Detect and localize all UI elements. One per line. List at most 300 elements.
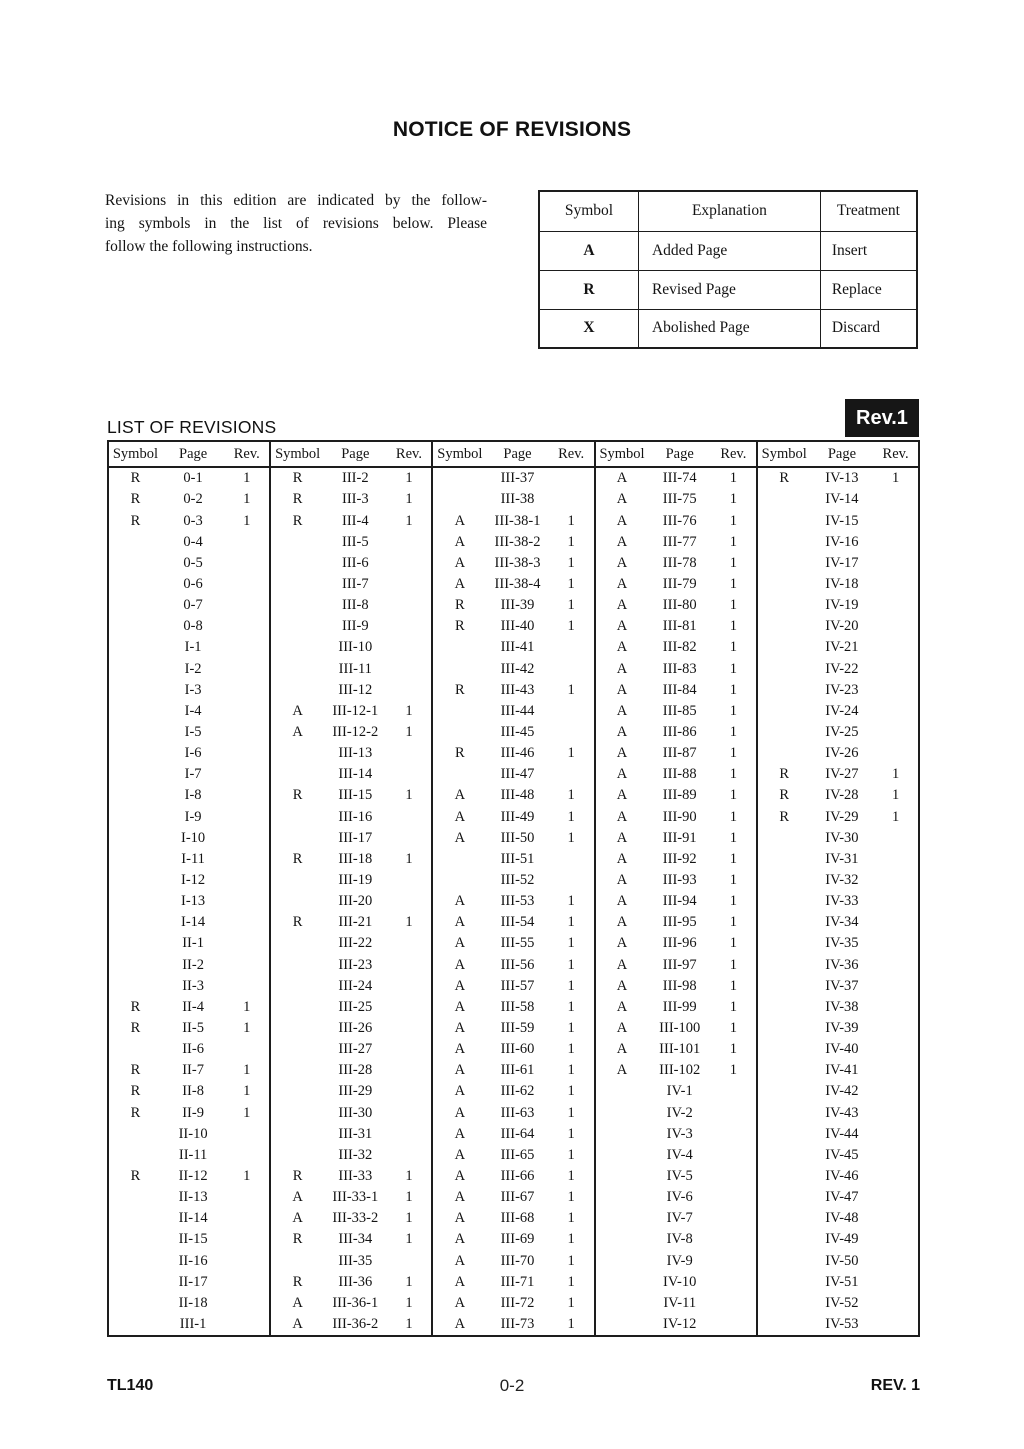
page-cell: IV-32 <box>825 871 859 888</box>
page-cell: IV-15 <box>825 512 859 529</box>
page-cell: III-36-1 <box>332 1294 379 1311</box>
revision-row <box>109 1229 269 1250</box>
page-cell: IV-35 <box>825 935 859 952</box>
page-cell: 0-4 <box>183 533 203 550</box>
rev-column-header: Rev. <box>558 445 585 462</box>
page-cell: I-8 <box>184 787 202 804</box>
rev-cell: 1 <box>891 470 900 487</box>
rev-cell: 1 <box>891 766 900 783</box>
revision-row <box>271 785 431 806</box>
page-cell: III-59 <box>500 1019 535 1036</box>
page-cell: IV-48 <box>825 1210 859 1227</box>
revision-row <box>596 1145 756 1166</box>
rev-cell: 1 <box>243 1062 251 1079</box>
page-cell: 0-7 <box>183 597 203 614</box>
revision-row <box>758 679 918 700</box>
revision-row <box>109 701 269 722</box>
revision-row <box>758 870 918 891</box>
rev-cell: 1 <box>567 1273 575 1290</box>
page-cell: III-95 <box>662 914 697 931</box>
revisions-group-header <box>433 442 593 468</box>
page-cell: IV-40 <box>825 1041 859 1058</box>
page-cell: II-17 <box>178 1273 208 1290</box>
treatment-cell: Discard <box>820 309 917 348</box>
revision-row <box>596 954 756 975</box>
revision-row <box>596 489 756 510</box>
revisions-group-4 <box>594 442 756 1335</box>
page-cell: I-9 <box>184 808 202 825</box>
page-cell: IV-21 <box>825 639 859 656</box>
rev-cell: 1 <box>729 787 737 804</box>
page-cell: III-14 <box>338 766 373 783</box>
treatment-cell: Insert <box>820 231 917 270</box>
revision-row <box>596 616 756 637</box>
rev-cell: 1 <box>567 533 575 550</box>
revision-row <box>271 1123 431 1144</box>
revision-row <box>433 701 593 722</box>
page-cell: III-102 <box>659 1062 701 1079</box>
revision-row <box>109 827 269 848</box>
rev-cell: 1 <box>891 808 900 825</box>
page-cell: 0-5 <box>183 554 203 571</box>
revision-row <box>271 975 431 996</box>
page-cell: III-25 <box>338 998 373 1015</box>
page-cell: II-8 <box>182 1083 204 1100</box>
revision-row <box>758 1102 918 1123</box>
symbol-cell: A <box>454 1210 466 1227</box>
page-cell: III-64 <box>500 1125 535 1142</box>
revision-row <box>433 616 593 637</box>
symbol-cell: A <box>454 1062 466 1079</box>
rev-cell: 1 <box>567 554 575 571</box>
page-cell: III-18 <box>338 850 373 867</box>
page-cell: 0-2 <box>183 491 203 508</box>
intro-line: Revisions in this edition are indicated by the follow- <box>105 192 487 209</box>
page-cell: III-9 <box>342 618 369 635</box>
revision-row <box>596 806 756 827</box>
rev-cell: 1 <box>567 1125 575 1142</box>
page-cell: III-78 <box>662 554 697 571</box>
rev-cell: 1 <box>567 998 575 1015</box>
symbol-cell: A <box>454 1146 466 1163</box>
symbol-legend-row <box>539 309 917 348</box>
rev-cell: 1 <box>729 745 737 762</box>
symbol-cell: A <box>454 1104 466 1121</box>
revision-row <box>758 912 918 933</box>
revision-row <box>433 743 593 764</box>
page-cell: I-13 <box>181 893 206 910</box>
revision-row <box>758 1208 918 1229</box>
page-cell: 0-8 <box>183 618 203 635</box>
revision-row <box>433 1145 593 1166</box>
revision-row <box>596 1081 756 1102</box>
symbol-cell: A <box>616 470 628 487</box>
rev-cell: 1 <box>405 491 413 508</box>
revision-row <box>758 975 918 996</box>
treatment-column-header: Treatment <box>820 191 917 231</box>
page-cell: II-15 <box>178 1231 208 1248</box>
page-cell: III-24 <box>338 977 373 994</box>
page-cell: I-2 <box>184 660 202 677</box>
page-cell: III-15 <box>338 787 373 804</box>
page-cell: III-29 <box>338 1083 373 1100</box>
page-cell: IV-14 <box>825 491 859 508</box>
intro-line: follow the following instructions. <box>105 238 313 255</box>
revision-row <box>109 891 269 912</box>
revision-row <box>271 510 431 531</box>
page-cell: IV-8 <box>666 1231 693 1248</box>
revision-row <box>109 764 269 785</box>
page-cell: III-62 <box>500 1083 535 1100</box>
rev-cell: 1 <box>729 660 737 677</box>
symbol-column-header: Symbol <box>437 445 483 462</box>
symbol-column-header: Symbol <box>112 445 158 462</box>
page-cell: III-26 <box>338 1019 373 1036</box>
revision-row <box>596 510 756 531</box>
page-cell: II-11 <box>178 1146 208 1163</box>
page-cell: III-4 <box>342 512 369 529</box>
rev-cell: 1 <box>729 956 737 973</box>
rev-cell: 1 <box>405 787 413 804</box>
revisions-group-header <box>758 442 918 468</box>
symbol-cell: A <box>539 231 638 270</box>
revision-row <box>596 1229 756 1250</box>
revision-row <box>758 954 918 975</box>
rev-cell: 1 <box>567 1083 575 1100</box>
rev-cell: 1 <box>243 1104 251 1121</box>
revision-row <box>758 997 918 1018</box>
revision-row <box>271 1271 431 1292</box>
page-cell: IV-41 <box>825 1062 859 1079</box>
revision-row <box>596 764 756 785</box>
revision-row <box>596 1102 756 1123</box>
rev-cell: 1 <box>729 914 737 931</box>
page-cell: III-47 <box>500 766 535 783</box>
symbol-cell: A <box>616 491 628 508</box>
rev-cell: 1 <box>567 787 575 804</box>
page-cell: III-63 <box>500 1104 535 1121</box>
page-cell: IV-47 <box>825 1189 859 1206</box>
page-cell: III-44 <box>500 702 535 719</box>
symbol-cell: A <box>616 618 628 635</box>
rev-cell: 1 <box>405 850 413 867</box>
page-cell: III-84 <box>662 681 697 698</box>
symbol-cell: R <box>455 597 465 614</box>
symbol-cell: A <box>292 1315 303 1332</box>
revision-row <box>109 1102 269 1123</box>
page-cell: III-77 <box>662 533 697 550</box>
revision-row <box>271 764 431 785</box>
page-cell: 0-6 <box>183 576 203 593</box>
revision-row <box>271 489 431 510</box>
revision-row <box>596 1292 756 1313</box>
page-cell: III-100 <box>659 1019 701 1036</box>
page-cell: III-49 <box>500 808 535 825</box>
revision-row <box>271 1292 431 1313</box>
revision-row <box>596 870 756 891</box>
symbol-cell: A <box>454 554 466 571</box>
symbol-cell: A <box>454 787 466 804</box>
revision-row <box>271 1250 431 1271</box>
symbol-legend-row <box>539 231 917 270</box>
revision-row <box>433 1271 593 1292</box>
page-cell: III-46 <box>500 745 535 762</box>
page-cell: III-40 <box>500 618 535 635</box>
page-cell: III-92 <box>662 850 697 867</box>
page-cell: III-12 <box>338 681 373 698</box>
symbol-cell: A <box>616 871 628 888</box>
page-cell: III-60 <box>500 1041 535 1058</box>
symbol-cell: A <box>454 935 466 952</box>
revision-row <box>109 1208 269 1229</box>
page-cell: III-1 <box>179 1315 207 1332</box>
page-column-header: Page <box>665 445 694 462</box>
rev-cell: 1 <box>729 1041 737 1058</box>
revision-row <box>433 679 593 700</box>
revision-row <box>596 912 756 933</box>
rev-cell: 1 <box>729 639 737 656</box>
page-cell: IV-2 <box>666 1104 693 1121</box>
revision-row <box>109 954 269 975</box>
symbol-cell: R <box>455 681 465 698</box>
rev-cell: 1 <box>729 977 737 994</box>
symbol-column-header: Symbol <box>539 191 638 231</box>
page-cell: IV-46 <box>825 1167 859 1184</box>
symbol-legend-header-row <box>539 191 917 231</box>
page-cell: III-94 <box>662 893 697 910</box>
page-cell: III-54 <box>500 914 535 931</box>
rev-cell: 1 <box>567 597 575 614</box>
footer-page-number: 0-2 <box>499 1376 525 1395</box>
page-column-header: Page <box>179 445 208 462</box>
page-cell: I-14 <box>181 914 206 931</box>
revision-row <box>758 510 918 531</box>
revision-row <box>271 595 431 616</box>
revisions-group-3 <box>431 442 593 1335</box>
symbol-cell: A <box>616 512 628 529</box>
revision-row <box>271 849 431 870</box>
page-cell: III-89 <box>662 787 697 804</box>
symbol-cell: R <box>292 914 303 931</box>
symbol-cell: A <box>454 1019 466 1036</box>
revision-row <box>271 1229 431 1250</box>
page-cell: IV-39 <box>825 1019 859 1036</box>
revision-row <box>596 468 756 489</box>
revision-row <box>271 679 431 700</box>
symbol-cell: A <box>616 1041 628 1058</box>
symbol-cell: R <box>779 470 790 487</box>
revision-row <box>758 1060 918 1081</box>
page-cell: III-20 <box>338 893 373 910</box>
page-cell: III-38-3 <box>494 554 541 571</box>
revision-row <box>109 1123 269 1144</box>
revision-row <box>271 891 431 912</box>
symbol-cell: A <box>454 1083 466 1100</box>
revision-row <box>758 595 918 616</box>
page-cell: II-1 <box>182 935 204 952</box>
symbol-cell: A <box>454 1252 466 1269</box>
symbol-cell: A <box>616 597 628 614</box>
revision-row <box>271 806 431 827</box>
revision-row <box>433 764 593 785</box>
page-cell: III-66 <box>500 1167 535 1184</box>
revision-row <box>109 616 269 637</box>
symbol-cell: A <box>616 956 628 973</box>
revision-row <box>596 891 756 912</box>
page-cell: III-33 <box>338 1167 373 1184</box>
revision-row <box>433 933 593 954</box>
rev-cell: 1 <box>405 1167 413 1184</box>
revision-row <box>758 806 918 827</box>
page-cell: III-38-2 <box>494 533 541 550</box>
treatment-cell: Replace <box>820 270 917 309</box>
revision-row <box>433 658 593 679</box>
page-cell: IV-33 <box>825 893 859 910</box>
revision-row <box>271 912 431 933</box>
rev-cell: 1 <box>729 766 737 783</box>
symbol-cell: R <box>779 766 790 783</box>
rev-cell: 1 <box>405 1294 413 1311</box>
revision-row <box>109 997 269 1018</box>
symbol-cell: R <box>292 850 303 867</box>
revision-row <box>271 658 431 679</box>
rev-cell: 1 <box>729 512 737 529</box>
symbol-cell: A <box>616 850 628 867</box>
symbol-cell: A <box>454 1041 466 1058</box>
revision-row <box>596 531 756 552</box>
rev-cell: 1 <box>567 914 575 931</box>
symbol-cell: X <box>539 309 638 348</box>
rev-cell: 1 <box>243 1019 251 1036</box>
page-cell: II-9 <box>182 1104 204 1121</box>
page-cell: III-39 <box>500 597 535 614</box>
rev-cell: 1 <box>729 808 737 825</box>
revision-row <box>271 616 431 637</box>
revision-row <box>109 679 269 700</box>
page-cell: III-38-1 <box>494 512 541 529</box>
symbol-cell: A <box>616 702 628 719</box>
symbol-cell: A <box>616 1062 628 1079</box>
page-cell: III-56 <box>500 956 535 973</box>
page-cell: II-12 <box>178 1167 208 1184</box>
revision-row <box>596 849 756 870</box>
rev-cell: 1 <box>567 1210 575 1227</box>
page-cell: II-18 <box>178 1294 208 1311</box>
page-cell: III-68 <box>500 1210 535 1227</box>
rev-cell: 1 <box>567 829 575 846</box>
page-column-header: Page <box>341 445 370 462</box>
page-cell: IV-34 <box>825 914 859 931</box>
symbol-cell: A <box>454 829 466 846</box>
page-cell: III-53 <box>500 893 535 910</box>
page-cell: III-50 <box>500 829 535 846</box>
revision-row <box>109 489 269 510</box>
revision-row <box>109 595 269 616</box>
page-cell: IV-7 <box>666 1210 693 1227</box>
revision-row <box>433 510 593 531</box>
rev-cell: 1 <box>729 554 737 571</box>
revision-row <box>433 1187 593 1208</box>
revision-row <box>596 1060 756 1081</box>
revision-row <box>271 701 431 722</box>
revision-row <box>433 1314 593 1335</box>
rev-cell: 1 <box>567 956 575 973</box>
rev-cell: 1 <box>567 1041 575 1058</box>
revision-row <box>596 997 756 1018</box>
rev-cell: 1 <box>729 724 737 740</box>
footer-model-number: TL140 <box>107 1377 154 1394</box>
symbol-cell: R <box>130 1083 141 1100</box>
page-cell: III-52 <box>500 871 535 888</box>
revision-row <box>758 489 918 510</box>
revision-row <box>433 891 593 912</box>
page-cell: III-74 <box>662 470 697 487</box>
revision-row <box>596 1314 756 1335</box>
page-cell: I-7 <box>184 766 202 783</box>
symbol-cell: A <box>454 1125 466 1142</box>
revision-row <box>433 1166 593 1187</box>
symbol-cell: R <box>130 1104 141 1121</box>
page-cell: III-31 <box>338 1125 373 1142</box>
page-cell: III-7 <box>342 576 369 593</box>
rev-cell: 1 <box>729 1019 737 1036</box>
revisions-group-header <box>109 442 269 468</box>
symbol-cell: A <box>454 1273 466 1290</box>
page-cell: III-36-2 <box>332 1315 379 1332</box>
rev-cell: 1 <box>405 1210 413 1227</box>
revision-row <box>758 1018 918 1039</box>
revision-row <box>596 1187 756 1208</box>
page-cell: III-42 <box>500 660 535 677</box>
symbol-cell: R <box>130 1019 141 1036</box>
page-cell: III-79 <box>662 576 697 593</box>
explanation-cell: Added Page <box>638 231 820 270</box>
page-title: NOTICE OF REVISIONS <box>392 118 632 141</box>
page-column-header: Page <box>827 445 856 462</box>
revision-row <box>758 891 918 912</box>
symbol-column-header: Symbol <box>599 445 645 462</box>
symbol-cell: A <box>616 977 628 994</box>
revision-row <box>596 785 756 806</box>
symbol-cell: R <box>292 787 303 804</box>
revision-row <box>271 1187 431 1208</box>
page-cell: III-30 <box>338 1104 373 1121</box>
symbol-cell: R <box>130 491 141 508</box>
page-cell: IV-36 <box>825 956 859 973</box>
page-cell: IV-45 <box>825 1146 859 1163</box>
revision-row <box>758 849 918 870</box>
symbol-cell: A <box>616 893 628 910</box>
rev-cell: 1 <box>243 512 251 529</box>
symbol-cell: R <box>292 470 303 487</box>
page-cell: IV-22 <box>825 660 859 677</box>
revision-row <box>758 616 918 637</box>
revision-row <box>596 637 756 658</box>
revision-row <box>271 1208 431 1229</box>
page-cell: III-86 <box>662 724 697 740</box>
revision-row <box>758 1145 918 1166</box>
revision-row <box>271 1081 431 1102</box>
revision-row <box>109 574 269 595</box>
page-cell: III-91 <box>662 829 697 846</box>
rev-cell: 1 <box>567 1252 575 1269</box>
page-cell: III-21 <box>338 914 373 931</box>
list-of-revisions-heading: LIST OF REVISIONS <box>107 417 277 437</box>
revision-row <box>109 806 269 827</box>
revision-row <box>109 785 269 806</box>
symbol-cell: A <box>616 766 628 783</box>
rev-badge: Rev.1 <box>845 399 919 437</box>
